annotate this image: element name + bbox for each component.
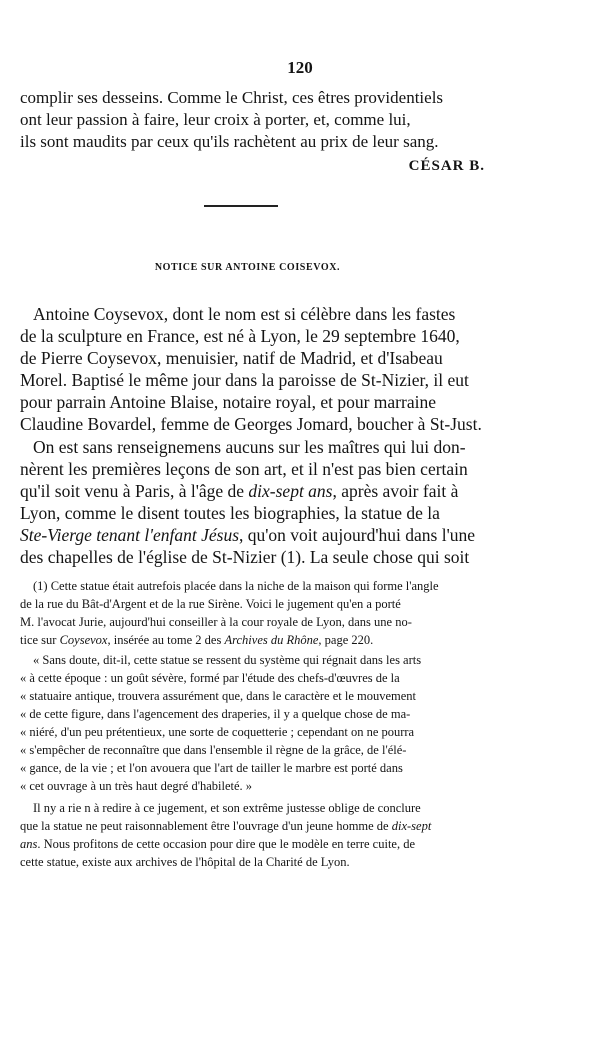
footnote-line: cette statue, existe aux archives de l'hôpital de la Charité de Lyon. [20, 855, 350, 869]
text-line: Morel. Baptisé le même jour dans la paroisse de St-Nizier, il eut [20, 370, 469, 390]
footnote-line [20, 817, 575, 835]
text-line: ils sont maudits par ceux qu'ils rachètent au prix de leur sang. [20, 132, 439, 151]
text-span: , qu'on voit aujourd'hui dans l'une [239, 525, 475, 545]
italic-span: dix-sept [391, 819, 432, 833]
text-line: de Pierre Coysevox, menuisier, natif de Madrid, et d'Isabeau [20, 348, 443, 368]
text-span: qu'il soit venu à Paris, à l'âge de [20, 481, 249, 501]
text-span: , après avoir fait à [332, 481, 459, 501]
quote-line: « à cette époque : un goût sévère, formé par l'étude des chefs-d'œuvres de la [20, 671, 400, 685]
text-line: ont leur passion à faire, leur croix à porter, et, comme lui, [20, 110, 411, 129]
footnote-line: de la rue du Bât-d'Argent et de la rue Sirène. Voici le jugement qu'en a porté [20, 597, 401, 611]
text-line: On est sans renseignemens aucuns sur les maîtres qui lui don- [33, 437, 466, 457]
italic-span: Archives du Rhône [224, 633, 319, 647]
text-line: nèrent les premières leçons de son art, et il n'est pas bien certain [20, 459, 468, 479]
footnote-line: M. l'avocat Jurie, aujourd'hui conseiller à la cour royale de Lyon, dans une no- [20, 615, 412, 629]
text-line [20, 480, 575, 502]
text-span: . Nous profitons de cette occasion pour dire que le modèle en terre cuite, de [37, 837, 416, 851]
page-number: 120 [287, 58, 313, 77]
text-line: pour parrain Antoine Blaise, notaire royal, et pour marraine [20, 392, 436, 412]
text-line: Lyon, comme le disent toutes les biographies, la statue de la [20, 503, 440, 523]
italic-span: Ste-Vierge tenant l'enfant Jésus [20, 525, 240, 545]
text-span: , page 220. [318, 633, 374, 647]
footnote-line: Il ny a rie n à redire à ce jugement, et son extrême justesse oblige de conclure [33, 801, 421, 815]
footnote-line [20, 631, 575, 649]
quote-line: « niéré, d'un peu prétentieux, une sorte de coquetterie ; cependant on ne pourra [20, 725, 415, 739]
text-line: Claudine Bovardel, femme de Georges Jomard, boucher à St-Just. [20, 414, 482, 434]
italic-span: dix-sept ans [248, 481, 333, 501]
quote-line: « s'empêcher de reconnaître que dans l'ensemble il règne de la grâce, de l'élé- [20, 743, 407, 757]
footnote-line [20, 835, 575, 853]
quote-line: « Sans doute, dit-il, cette statue se ressent du système qui régnait dans les arts [33, 653, 422, 667]
text-span: , insérée au tome 2 des [107, 633, 225, 647]
italic-span: ans [20, 837, 38, 851]
text-line: de la sculpture en France, est né à Lyon, le 29 septembre 1640, [20, 326, 460, 346]
text-span: tice sur [20, 633, 60, 647]
section-divider [204, 205, 278, 207]
text-line: des chapelles de l'église de St-Nizier (1). La seule chose qui soit [20, 547, 470, 567]
italic-span: Coysevox [59, 633, 108, 647]
text-line: complir ses desseins. Comme le Christ, ces êtres providentiels [20, 88, 444, 107]
quote-line: « de cette figure, dans l'agencement des draperies, il y a quelque chose de ma- [20, 707, 411, 721]
text-span: que la statue ne peut raisonnablement être l'ouvrage d'un jeune homme de [20, 819, 392, 833]
footnote-line: (1) Cette statue était autrefois placée dans la niche de la maison qui forme l'angle [33, 579, 439, 593]
author-signature: CÉSAR B. [408, 158, 485, 174]
quote-line: « cet ouvrage à un très haut degré d'habileté. » [20, 779, 253, 793]
section-title: NOTICE SUR ANTOINE COISEVOX. [154, 262, 341, 273]
quote-line: « statuaire antique, trouvera assurément que, dans le caractère et le mouvement [20, 689, 417, 703]
text-line [20, 524, 575, 546]
text-line: Antoine Coysevox, dont le nom est si célèbre dans les fastes [33, 304, 456, 324]
quote-line: « gance, de la vie ; et l'on avouera que l'art de tailler le marbre est porté dans [20, 761, 403, 775]
